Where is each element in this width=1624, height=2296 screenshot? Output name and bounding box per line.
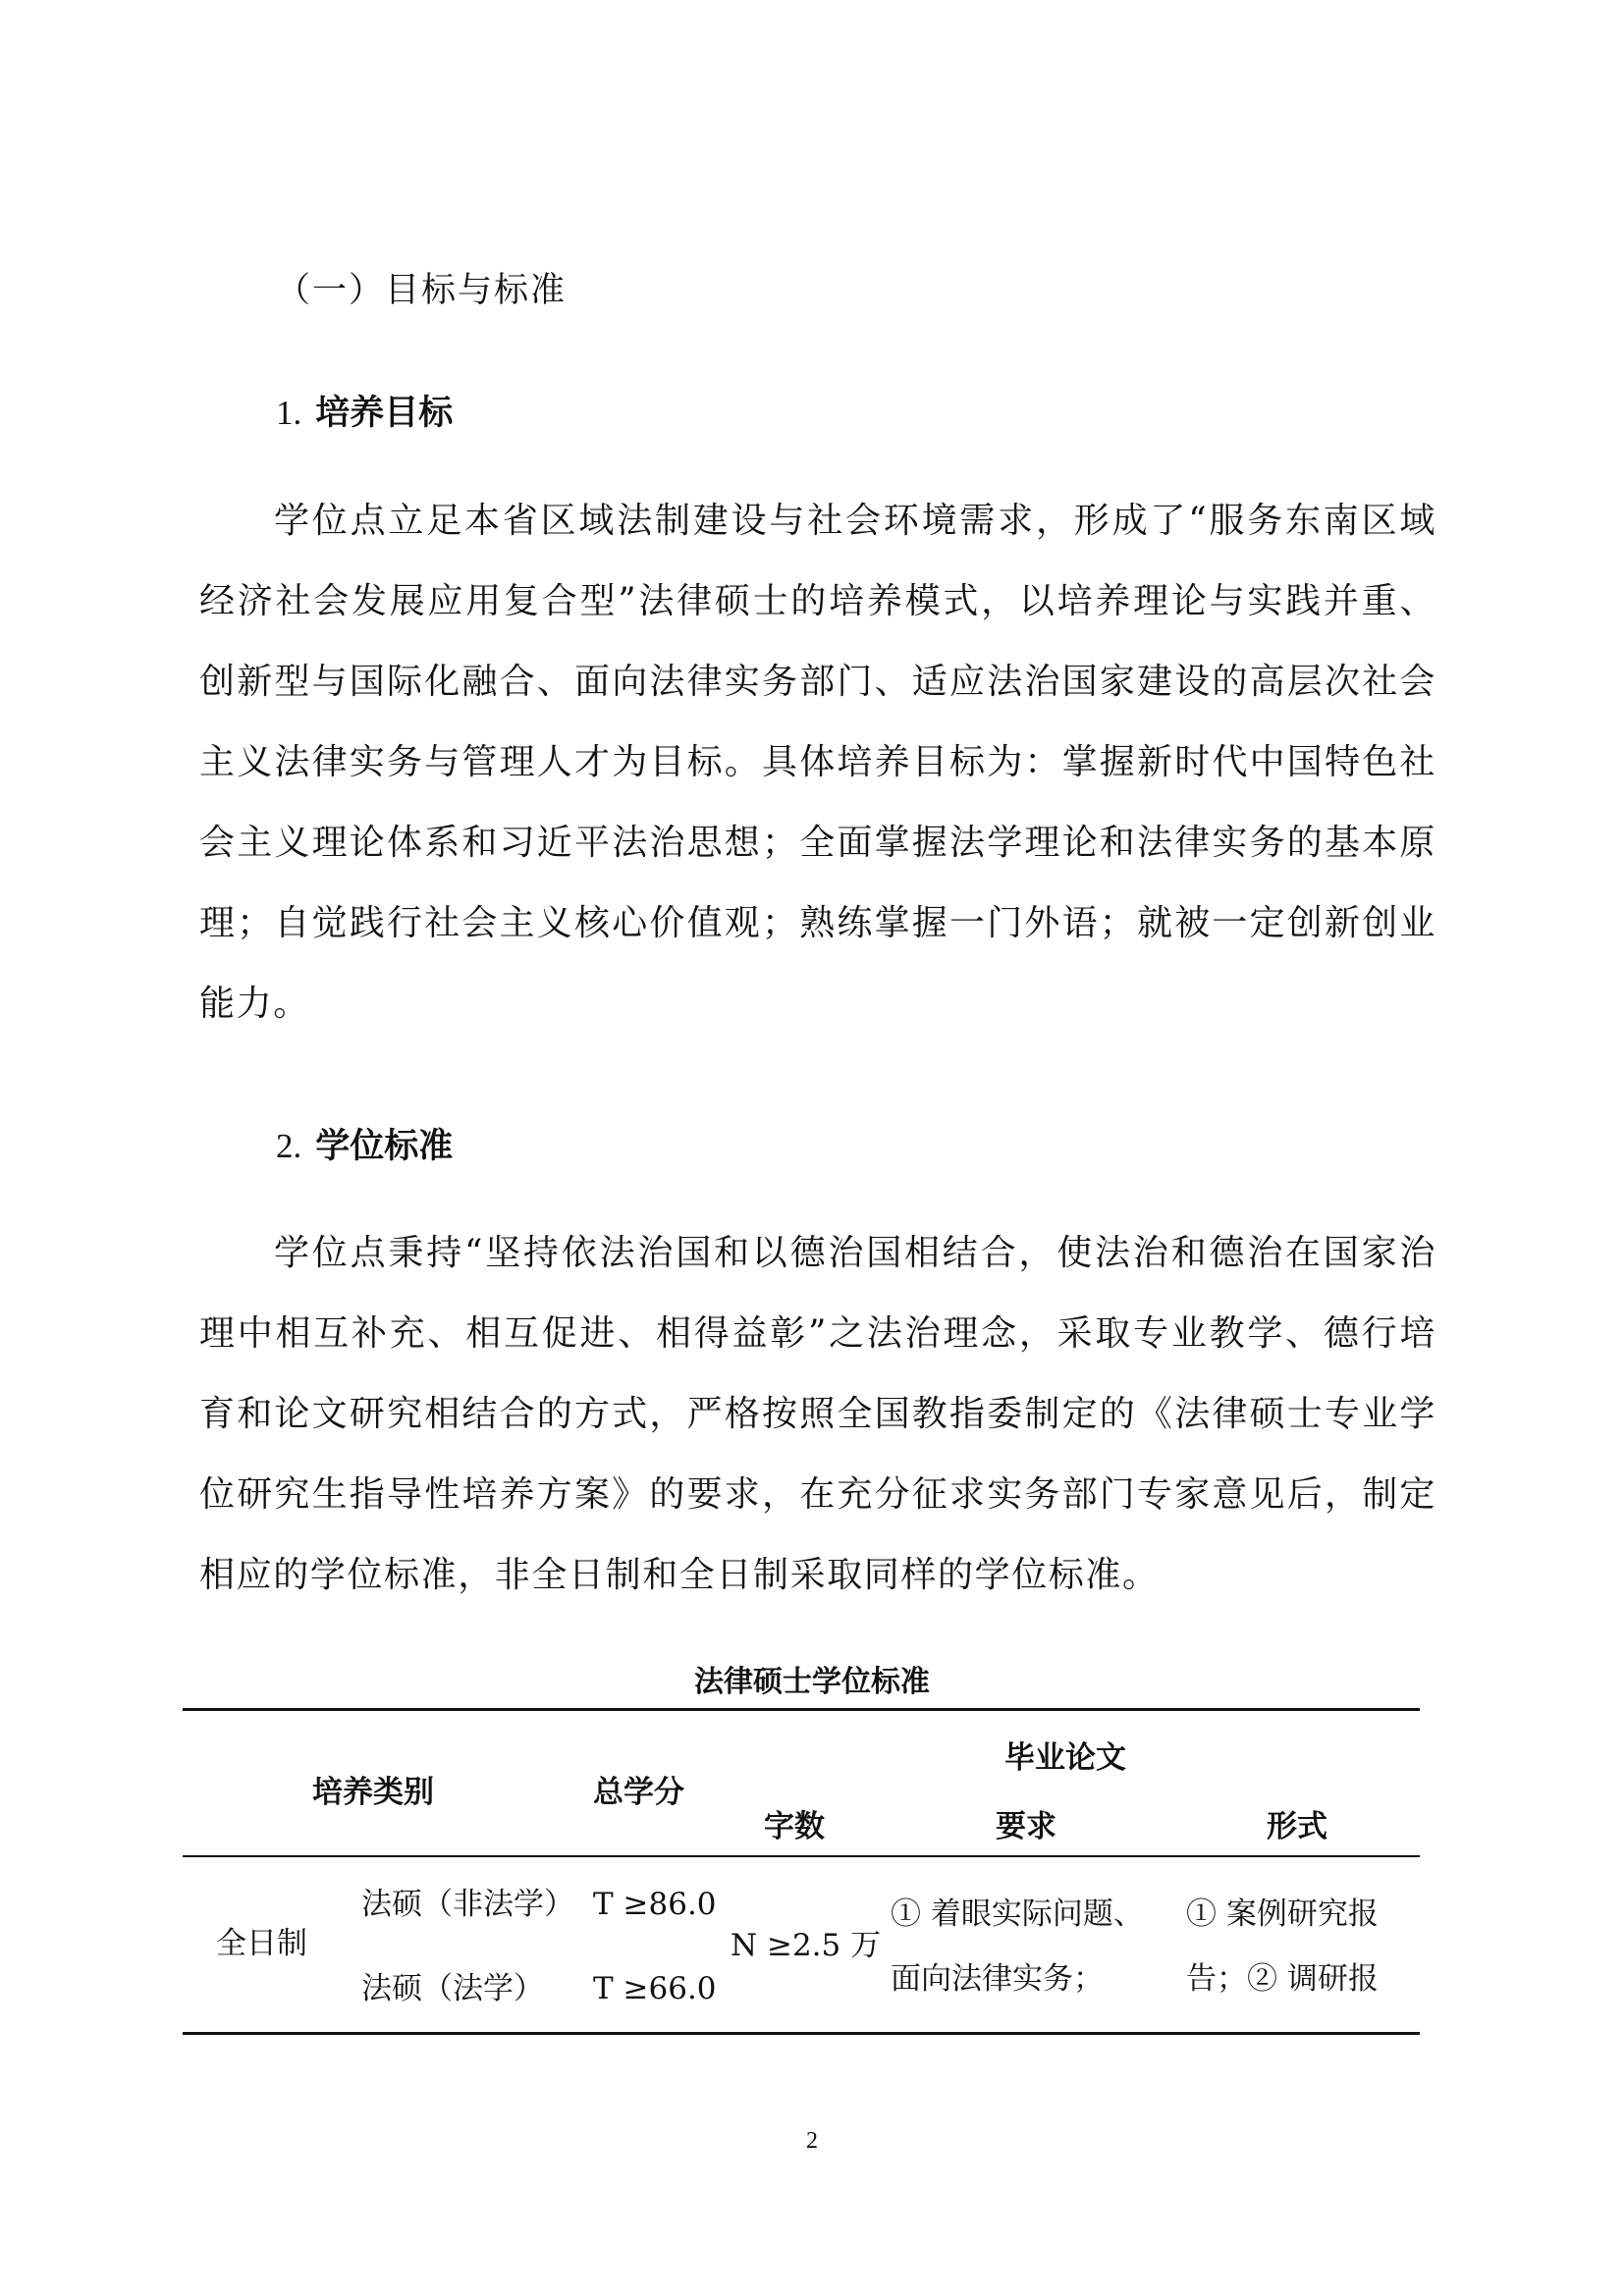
cell-requirements-line-2: 面向法律实务； [891, 1961, 1104, 1997]
heading-title: 培养目标 [315, 394, 454, 433]
paragraph-degree-standards: 学位点秉持“坚持依法治国和以德治国相结合，使法治和德治在国家治理中相互补充、相互促进、相得益彰”之法治理念，采取专业教学、德行培育和论文研究相结合的方式，严格按照全国教指委制定的《法律硕士专业学位研究生指导性培养方案》的要求，在充分征求实务部门专家意见后，制定相应的学位标准，非全日制和全日制采取同样的学位标准。 [199, 1233, 1436, 1595]
cell-word-count: N ≥2.5 万 [731, 1928, 882, 1963]
cell-mode: 全日制 [216, 1926, 307, 1961]
cell-sub-category-2: 法硕（法学） [361, 1971, 544, 2006]
heading-number: 2. [276, 1127, 302, 1165]
section-heading: （一）目标与标准 [276, 271, 568, 310]
cell-sub-category-1: 法硕（非法学） [361, 1887, 574, 1922]
page-number: 2 [806, 2128, 818, 2154]
cell-form-line-2: 告；② 调研报 [1186, 1961, 1379, 1997]
cell-requirements-line-1: ① 着眼实际问题、 [891, 1896, 1144, 1932]
header-thesis: 毕业论文 [1004, 1740, 1126, 1776]
table-caption: 法律硕士学位标准 [694, 1665, 930, 1699]
header-category: 培养类别 [312, 1775, 434, 1810]
paragraph-training-objectives: 学位点立足本省区域法制建设与社会环境需求，形成了“服务东南区域经济社会发展应用复合型”法律硕士的培养模式，以培养理论与实践并重、创新型与国际化融合、面向法律实务部门、适应法治国家建设的高层次社会主义法律实务与管理人才为目标。具体培养目标为：掌握新时代中国特色社会主义理论体系和习近平法治思想；全面掌握法学理论和法律实务的基本原理；自觉践行社会主义核心价值观；熟练掌握一门外语；就被一定创新创业能力。 [199, 501, 1436, 1024]
table-top-rule [183, 1708, 1420, 1711]
header-form: 形式 [1267, 1809, 1327, 1844]
cell-credits-2: T ≥66.0 [593, 1971, 717, 2006]
header-requirements: 要求 [996, 1809, 1056, 1844]
cell-credits-1: T ≥86.0 [593, 1887, 717, 1922]
heading-training-objectives [276, 384, 453, 443]
header-word-count: 字数 [764, 1809, 825, 1844]
heading-number: 1. [276, 394, 302, 432]
table-bottom-rule [183, 2032, 1420, 2035]
table-header-rule [183, 1855, 1420, 1857]
heading-degree-standards [276, 1117, 453, 1176]
header-total-credits: 总学分 [593, 1775, 684, 1810]
heading-title: 学位标准 [315, 1127, 454, 1166]
cell-form-line-1: ① 案例研究报 [1186, 1896, 1379, 1932]
